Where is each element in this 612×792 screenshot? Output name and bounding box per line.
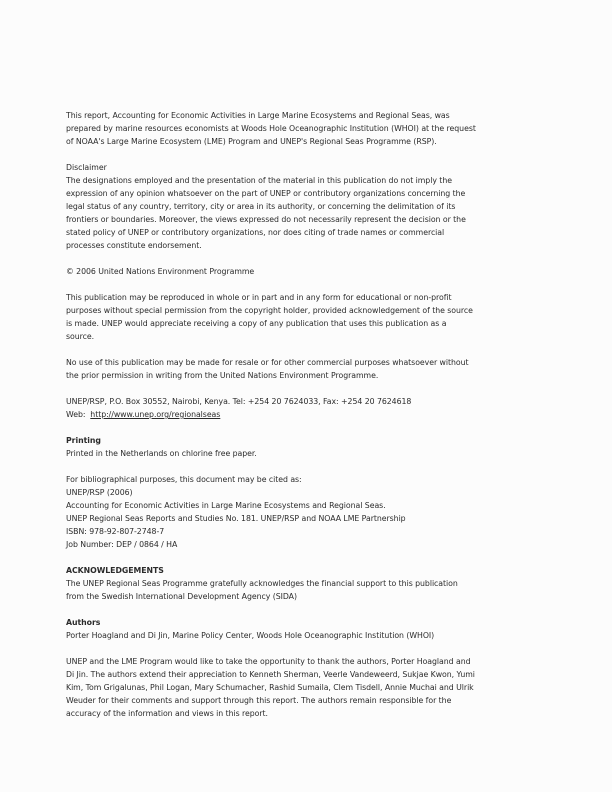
thanks-paragraph: UNEP and the LME Program would like to take the opportunity to thank the authors, Porter Hoagland and Di Jin. The authors extend their appreciation to Kenneth Sherman, Veerle Vandeweerd, Sukjae Kwon, Yumi Kim, Tom Grigalunas, Phil Logan, Mary Schumacher, Rashid Sumaila, Clem Tisdell, Annie Muchai and Ulrik Weuder for their comments and support through this report. The authors remain responsible for the accuracy of the information and views in this report. (66, 657, 475, 718)
contact-address: UNEP/RSP, P.O. Box 30552, Nairobi, Kenya. Tel: +254 20 7624033, Fax: +254 20 7624618 (66, 397, 412, 406)
reproduction-paragraph: This publication may be reproduced in whole or in part and in any form for educational or non-profit purposes without special permission from the copyright holder, provided acknowledgement of the source is made. UNEP would appreciate receiving a copy of any publication that uses this publication as a source. (66, 293, 473, 341)
web-link[interactable]: http://www.unep.org/regionalseas (90, 410, 221, 419)
citation-line: Accounting for Economic Activities in Large Marine Ecosystems and Regional Seas. (66, 501, 386, 510)
acknowledgements-heading: ACKNOWLEDGEMENTS (66, 566, 164, 575)
authors-paragraph: Porter Hoagland and Di Jin, Marine Policy Center, Woods Hole Oceanographic Institution (WHOI) (66, 631, 435, 640)
citation-line: UNEP/RSP (2006) (66, 488, 133, 497)
copyright-notice: © 2006 United Nations Environment Programme (66, 267, 255, 276)
citation-line: UNEP Regional Seas Reports and Studies No. 181. UNEP/RSP and NOAA LME Partnership (66, 514, 406, 523)
printing-text: Printed in the Netherlands on chlorine free paper. (66, 449, 257, 458)
printing-heading: Printing (66, 436, 101, 445)
citation-intro: For bibliographical purposes, this document may be cited as: (66, 475, 302, 484)
web-line (66, 408, 476, 421)
isbn-line: ISBN: 978-92-807-2748-7 (66, 527, 165, 536)
authors-heading: Authors (66, 618, 101, 627)
disclaimer-paragraph: The designations employed and the presentation of the material in this publication do not imply the expression of any opinion whatsoever on the part of UNEP or contributory organizations concerning the legal status of any country, territory, city or area in its authority, or concerning the delimitation of its frontiers or boundaries. Moreover, the views expressed do not necessarily represent the decision or the stated policy of UNEP or contributory organizations, nor does citing of trade names or commercial processes constitute endorsement. (66, 176, 466, 250)
intro-paragraph: This report, Accounting for Economic Activities in Large Marine Ecosystems and Regional Seas, was prepared by marine resources economists at Woods Hole Oceanographic Institution (WHOI) at the request of NOAA's Large Marine Ecosystem (LME) Program and UNEP's Regional Seas Programme (RSP). (66, 111, 476, 146)
document-body (66, 109, 476, 720)
acknowledgements-paragraph: The UNEP Regional Seas Programme gratefully acknowledges the financial support to this publication from the Swedish International Development Agency (SIDA) (66, 579, 458, 601)
job-number-line: Job Number: DEP / 0864 / HA (66, 540, 178, 549)
web-label: Web: (66, 410, 86, 419)
disclaimer-heading: Disclaimer (66, 163, 107, 172)
no-resale-paragraph: No use of this publication may be made for resale or for other commercial purposes whatsoever without the prior permission in writing from the United Nations Environment Programme. (66, 358, 469, 380)
